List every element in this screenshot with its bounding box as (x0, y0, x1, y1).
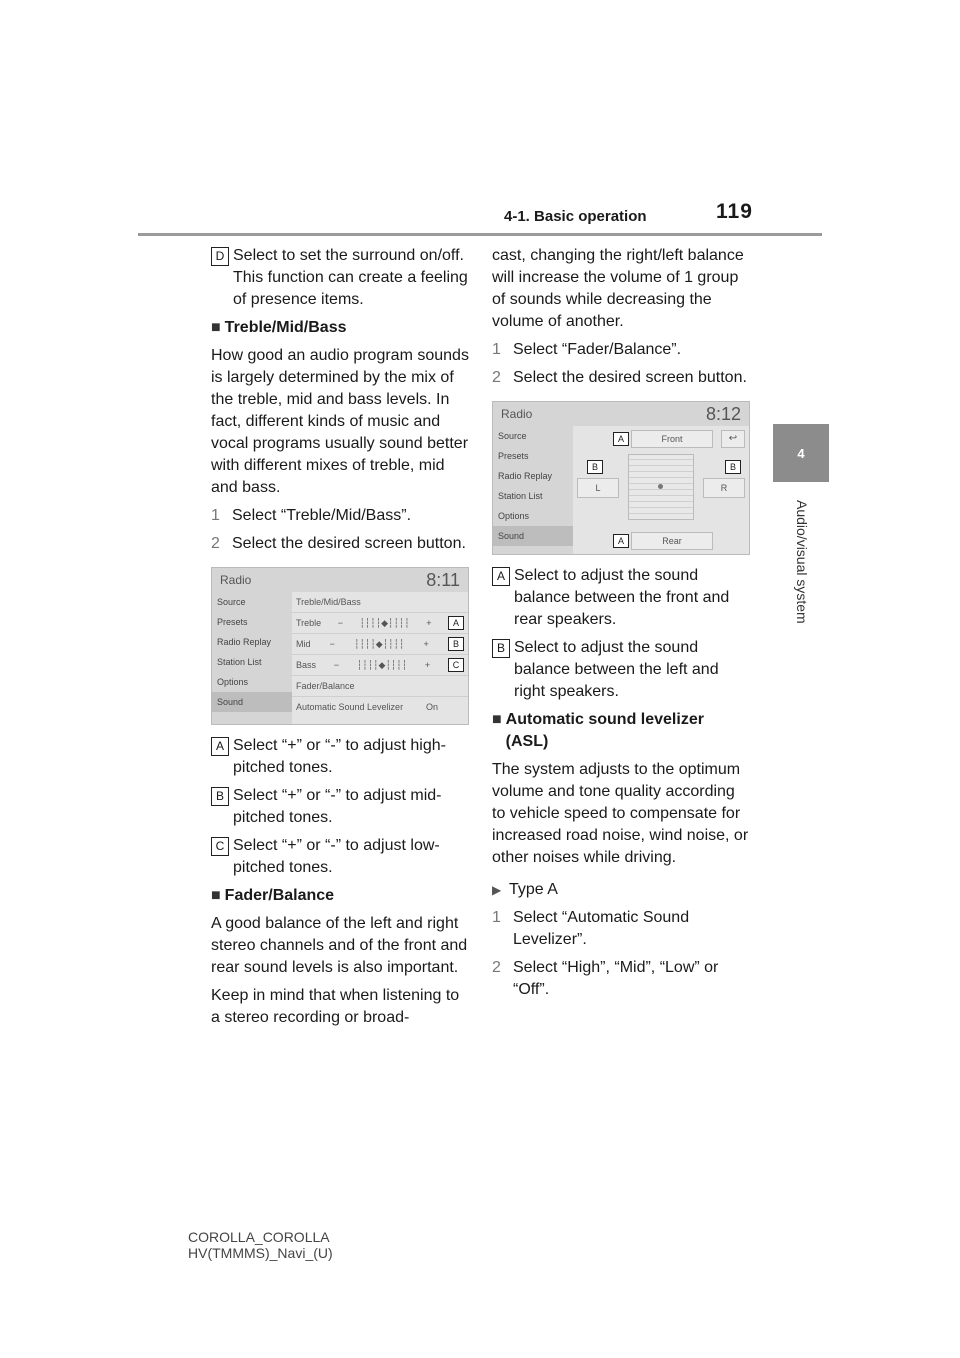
label-d-item (211, 245, 469, 311)
asl-step-1-number: 1 (492, 909, 501, 926)
chapter-label: Audio/visual system (794, 500, 810, 624)
label-a-text: Select “+” or “-” to adjust high-pitched tones. (233, 737, 446, 776)
screen2-balance-dot (658, 484, 663, 489)
screenshot-fader-balance (492, 401, 750, 555)
footer (188, 1229, 333, 1261)
fader-heading (211, 885, 469, 907)
right-label-b-box: B (492, 639, 510, 658)
screen2-panel (573, 426, 749, 554)
screen1-mid-scale: ┆┆┆┆◆┆┆┆┆ (354, 639, 405, 649)
square-bullet-icon: ■ (492, 711, 502, 728)
fader-step-2 (492, 367, 750, 389)
screenshot-treble-mid-bass (211, 567, 469, 725)
section-title: 4-1. Basic operation (504, 208, 647, 225)
screen2-menu-sound[interactable]: Sound (493, 526, 573, 546)
chapter-tab: 4 (773, 424, 829, 482)
fader-step-2-text: Select the desired screen button. (513, 369, 747, 386)
screen2-tag-b-left: B (587, 460, 603, 474)
right-column (492, 245, 750, 1007)
step-1 (211, 505, 469, 527)
type-a-item (492, 879, 750, 901)
label-b-box: B (211, 787, 229, 806)
fader-step-1-text: Select “Fader/Balance”. (513, 341, 682, 358)
fader-step-1 (492, 339, 750, 361)
fader-heading-text: Fader/Balance (224, 887, 335, 904)
screen1-treble-scale: ┆┆┆┆◆┆┆┆┆ (359, 618, 410, 628)
screen1-row-bass[interactable] (292, 655, 468, 676)
asl-step-2 (492, 957, 750, 1001)
screen2-balance-grid[interactable] (628, 454, 694, 520)
screen1-treble-label: Treble (296, 618, 322, 628)
screen1-mid-minus[interactable]: − (329, 639, 335, 649)
screen1-mid-plus[interactable]: + (423, 639, 429, 649)
label-d-text-1: Select to set the surround on/off. (233, 247, 464, 264)
label-c-item (211, 835, 469, 879)
asl-heading (492, 709, 750, 753)
continued-paragraph: cast, changing the right/left balance will increase the volume of 1 group of sounds while decreasing the volume of another. (492, 247, 744, 330)
screen1-menu-radio-replay[interactable]: Radio Replay (217, 637, 272, 647)
screen1-row-fader[interactable] (292, 676, 468, 697)
screen2-tag-a-front: A (613, 432, 629, 446)
screen2-menu (493, 426, 573, 546)
asl-step-2-text: Select “High”, “Mid”, “Low” or “Off”. (513, 959, 719, 998)
screen1-menu-options[interactable]: Options (217, 677, 249, 687)
label-d-box: D (211, 247, 229, 266)
footer-line-2: HV(TMMMS)_Navi_(U) (188, 1245, 333, 1261)
screen1-asl-value: On (425, 702, 438, 712)
screen1-menu-sound[interactable]: Sound (212, 692, 292, 712)
header-rule (138, 233, 822, 236)
screen1-panel (292, 592, 468, 724)
treble-heading (211, 317, 469, 339)
screen2-menu-source[interactable]: Source (498, 431, 527, 441)
screen1-bass-plus[interactable]: + (424, 660, 431, 670)
step-2-text: Select the desired screen button. (232, 535, 466, 552)
label-c-box: C (211, 837, 229, 856)
step-2-number: 2 (211, 535, 220, 552)
screen2-clock: 8:12 (705, 404, 741, 424)
screen1-row-treble[interactable] (292, 613, 468, 634)
treble-paragraph: How good an audio program sounds is largely determined by the mix of the treble, mid and bass levels. In fact, different kinds of music and vocal programs usually sound better with different mixes of treble, mid and bass. (211, 347, 469, 496)
fader-step-2-number: 2 (492, 369, 501, 386)
step-1-number: 1 (211, 507, 220, 524)
right-label-a-item (492, 565, 750, 631)
screen2-tag-b-right: B (725, 460, 741, 474)
screen1-menu-source[interactable]: Source (217, 597, 246, 607)
screen2-rear-button[interactable]: Rear (631, 532, 713, 550)
fader-step-1-number: 1 (492, 341, 501, 358)
screen2-menu-radio-replay[interactable]: Radio Replay (498, 471, 553, 481)
screen1-row-header-text: Treble/Mid/Bass (296, 597, 361, 607)
asl-step-1-text: Select “Automatic Sound Levelizer”. (513, 909, 690, 948)
left-column (211, 245, 469, 1029)
screen2-menu-presets[interactable]: Presets (498, 451, 529, 461)
asl-heading-text: Automatic sound levelizer (ASL) (505, 711, 704, 750)
right-label-b-item (492, 637, 750, 703)
asl-step-2-number: 2 (492, 959, 501, 976)
screen2-topbar (493, 402, 749, 426)
asl-paragraph: The system adjusts to the optimum volume and tone quality according to vehicle speed to compensate for increased road noise, wind noise, or other noises while driving. (492, 761, 749, 866)
screen1-bass-minus[interactable]: − (333, 660, 340, 670)
screen1-clock: 8:11 (426, 570, 460, 590)
square-bullet-icon: ■ (211, 319, 221, 336)
screen1-bass-scale: ┆┆┆┆◆┆┆┆┆ (356, 660, 408, 670)
asl-step-1 (492, 907, 750, 951)
screen2-front-button[interactable]: Front (631, 430, 713, 448)
square-bullet-icon: ■ (211, 887, 221, 904)
screen1-fader-label: Fader/Balance (296, 681, 355, 691)
screen1-treble-plus[interactable]: + (426, 618, 432, 628)
label-b-text: Select “+” or “-” to adjust mid-pitched tones. (233, 787, 442, 826)
screen2-left-button[interactable]: L (577, 478, 619, 498)
screen1-bass-label: Bass (296, 660, 317, 670)
screen1-row-mid[interactable] (292, 634, 468, 655)
label-d-text-2: This function can create a feeling of presence items. (233, 269, 468, 308)
screen1-tag-b: B (448, 637, 464, 651)
screen1-asl-label: Automatic Sound Levelizer (296, 702, 404, 712)
screen1-menu-station-list[interactable]: Station List (217, 657, 262, 667)
screen1-topbar (212, 568, 468, 592)
screen1-mid-label: Mid (296, 639, 311, 649)
page-number: 119 (716, 200, 753, 223)
label-b-item (211, 785, 469, 829)
step-1-text: Select “Treble/Mid/Bass”. (232, 507, 412, 524)
right-label-b-text: Select to adjust the sound balance between the left and right speakers. (514, 639, 719, 700)
right-label-a-text: Select to adjust the sound balance between the front and rear speakers. (514, 567, 730, 628)
label-c-text: Select “+” or “-” to adjust low-pitched tones. (233, 837, 440, 876)
right-label-a-box: A (492, 567, 510, 586)
triangle-bullet-icon: ▶ (492, 883, 502, 897)
screen2-menu-station-list[interactable]: Station List (498, 491, 543, 501)
screen2-title: Radio (501, 407, 533, 421)
fader-paragraph-2: Keep in mind that when listening to a stereo recording or broad- (211, 987, 460, 1026)
screen1-menu-presets[interactable]: Presets (217, 617, 248, 627)
back-arrow-icon[interactable]: ↩ (721, 430, 745, 448)
label-a-box: A (211, 737, 229, 756)
label-a-item (211, 735, 469, 779)
screen1-tag-a: A (448, 616, 464, 630)
fader-paragraph-1: A good balance of the left and right stereo channels and of the front and rear sound levels is also important. (211, 915, 468, 976)
footer-line-1: COROLLA_COROLLA (188, 1229, 330, 1245)
screen1-treble-minus[interactable]: − (337, 618, 343, 628)
screen2-tag-a-rear: A (613, 534, 629, 548)
screen1-title: Radio (220, 573, 252, 587)
step-2 (211, 533, 469, 555)
screen1-menu (212, 592, 292, 712)
screen1-tag-c: C (448, 658, 464, 672)
type-a-text: Type A (509, 881, 558, 898)
treble-heading-text: Treble/Mid/Bass (224, 319, 347, 336)
screen1-row-header (292, 592, 468, 613)
screen2-menu-options[interactable]: Options (498, 511, 530, 521)
screen2-right-button[interactable]: R (703, 478, 745, 498)
screen1-row-asl[interactable] (292, 697, 468, 717)
